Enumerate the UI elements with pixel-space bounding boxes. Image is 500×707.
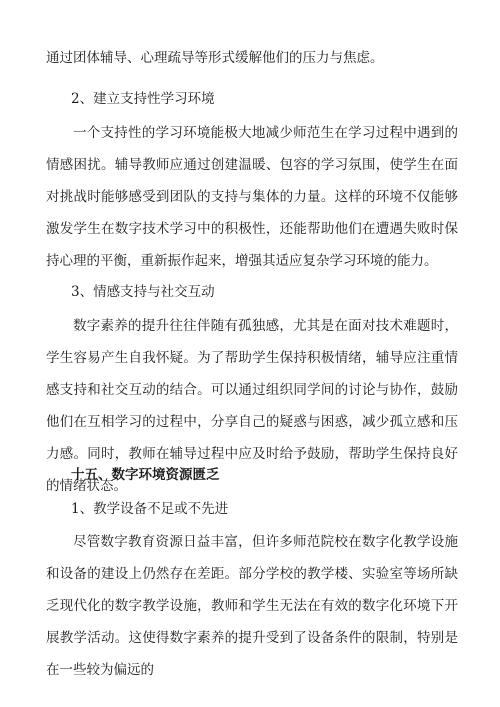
subheading-supportive-environment: 2、建立支持性学习环境 — [71, 91, 215, 107]
paragraph-emotional-support: 数字素养的提升往往伴随有孤独感，尤其是在面对技术难题时，学生容易产生自我怀疑。为了帮助学生保持积极情绪，辅导应注重情感支持和社交互动的结合。可以通过组织同学间的讨论与协作，鼓励他们在互相学习的过程中，分享自己的疑惑与困惑，减少孤立感和压力感。同时，教师在辅导过程中应及时给予鼓励，帮助学生保持良好的情绪状态。 — [46, 318, 458, 494]
paragraph-continuation: 通过团体辅导、心理疏导等形式缓解他们的压力与焦虑。 — [46, 50, 384, 66]
subheading-emotional-support: 3、情感支持与社交互动 — [71, 284, 215, 300]
paragraph-equipment: 尽管数字教育资源日益丰富，但许多师范院校在数字化教学设施和设备的建设上仍然存在差距。部分学校的教学楼、实验室等场所缺乏现代化的数字教学设施，教师和学生无法在有效的数字化环境下开展教学活动。这使得数字素养的提升受到了设备条件的限制，特别是在一些较为偏远的 — [46, 534, 458, 678]
paragraph-supportive-environment: 一个支持性的学习环境能极大地减少师范生在学习过程中遇到的情感困扰。辅导教师应通过创建温暖、包容的学习氛围，使学生在面对挑战时能够感受到团队的支持与集体的力量。这样的环境不仅能够激发学生在数字技术学习中的积极性，还能帮助他们在遭遇失败时保持心理的平衡，重新振作起来，增强其适应复杂学习环境的能力。 — [46, 125, 458, 269]
subheading-equipment: 1、教学设备不足或不先进 — [71, 501, 229, 517]
section-heading-15: 十五、数字环境资源匮乏 — [71, 467, 220, 483]
